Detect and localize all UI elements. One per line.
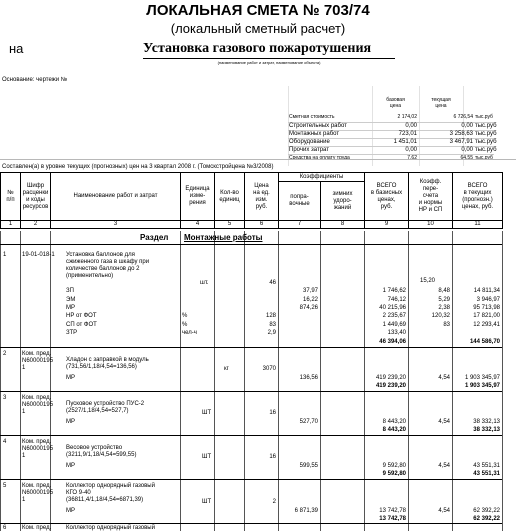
summary-base-mounting: 723,01 [398, 131, 417, 137]
item-code: Ком. пред. [22, 525, 52, 531]
divider [0, 159, 516, 160]
sub-qty: 128 [265, 313, 276, 319]
col-header-code: Шифр расценки и коды ресурсов [21, 173, 51, 221]
summary-label-construction: Строительных работ [289, 123, 347, 129]
item-total-current: 144 586,70 [469, 339, 500, 345]
summary-label-mounting: Монтажных работ [289, 131, 340, 137]
item-total-base: 8 443,20 [382, 427, 406, 433]
sub-k: 4,54 [438, 463, 450, 469]
sub-cur: 95 713,98 [473, 305, 500, 311]
sub-label: МР [66, 508, 75, 514]
item-qty: 16 [269, 454, 276, 460]
sub-base: 2 235,67 [382, 313, 406, 319]
sub-unit: % [182, 322, 188, 328]
summary-unit: тыс.руб [475, 147, 497, 153]
sub-label: МР [66, 375, 75, 381]
sub-base: 419 239,20 [375, 375, 406, 381]
item-num: 3 [3, 395, 7, 401]
sub-price: 16,22 [302, 297, 318, 303]
col-num: 4 [181, 221, 215, 229]
sub-unit: % [182, 313, 188, 319]
col-header-recalc: Коэфф. пере- счета и нормы НР и СП [409, 173, 453, 221]
basis-label: Основание: чертежи № [2, 77, 68, 83]
sub-qty: 2,9 [267, 330, 276, 336]
sub-label: ЗТР [66, 330, 78, 336]
summary-label-other: Прочих затрат [289, 147, 329, 153]
sub-k: 5,29 [438, 297, 450, 303]
summary-unit: тыс.руб [475, 123, 497, 129]
sub-base: 133,40 [387, 330, 406, 336]
item-name: Коллектор однорядный газовый КГО 9-40 (36811,4/1,18/4,54=6871,39) [66, 483, 155, 503]
summary-base-equipment: 1 451,01 [393, 139, 417, 145]
sub-label: ЭМ [66, 297, 76, 303]
col-header-qty: Кол-во единиц [215, 173, 245, 221]
summary-unit: тыс.руб [475, 131, 497, 137]
object-name: Установка газового пожаротушения [143, 41, 372, 56]
summary-base-construction: 0,00 [405, 123, 417, 129]
summary-base-other: 0,00 [405, 147, 417, 153]
summary-base-wages: 7,62 [407, 155, 417, 161]
sub-label: ЗП [66, 288, 74, 294]
item-name: Установка баллонов для сжиженного газа в шкафу при количестве баллонов до 2 (применительно) [66, 252, 150, 279]
section-name: Монтажные работы [184, 233, 263, 242]
sub-cur: 62 392,22 [473, 508, 500, 514]
summary-label-equipment: Оборудование [289, 139, 330, 145]
sub-unit: чел-ч [182, 330, 197, 336]
item-num: 5 [3, 483, 7, 489]
item-num: 2 [3, 351, 7, 357]
item-num: 6 [3, 525, 7, 531]
item-koef: 15,20 [419, 278, 435, 284]
item-num: 4 [3, 439, 7, 445]
na-label: на [9, 41, 24, 56]
col-num: 2 [21, 221, 51, 229]
summary-col-base: базовая цена [386, 97, 405, 109]
col-num: 5 [215, 221, 245, 229]
sub-qty: 83 [269, 322, 276, 328]
sub-label: НР от ФОТ [66, 313, 97, 319]
summary-cur-mounting: 3 258,63 [449, 131, 473, 137]
col-num: 1 [1, 221, 21, 229]
summary-col-current: текущая цена [431, 97, 451, 109]
col-header-price: Цена на ед. изм. руб. [245, 173, 279, 221]
col-header-coefficients: Коэффициенты [279, 173, 365, 182]
item-total-base: 46 394,06 [379, 339, 406, 345]
sub-cur: 38 332,13 [473, 419, 500, 425]
sub-base: 9 592,80 [382, 463, 406, 469]
item-name: Хладон с заправкой в модуль (731,56/1,18/4,54=136,56) [66, 357, 149, 370]
sub-price: 527,70 [299, 419, 318, 425]
sub-base: 746,12 [387, 297, 406, 303]
item-total-base: 9 592,80 [382, 471, 406, 477]
col-header-num: № п/п [1, 173, 21, 221]
item-unit: кг [224, 366, 229, 372]
summary-cur-other: 0,00 [461, 147, 473, 153]
summary-label-total: Сметная стоимость [289, 114, 335, 120]
item-qty: 3070 [262, 366, 276, 372]
sub-cur: 3 946,97 [476, 297, 500, 303]
sub-price: 599,55 [299, 463, 318, 469]
sub-cur: 43 551,31 [473, 463, 500, 469]
item-total-current: 38 332,13 [473, 427, 500, 433]
estimate-subtitle: (локальный сметный расчет) [170, 21, 346, 36]
sub-label: СП от ФОТ [66, 322, 97, 328]
sub-label: МР [66, 305, 75, 311]
item-unit: ШТ [202, 410, 212, 416]
sub-k: 4,54 [438, 375, 450, 381]
object-underline [143, 58, 395, 59]
sub-cur: 1 903 345,97 [464, 375, 500, 381]
sub-base: 1 449,69 [382, 322, 406, 328]
sub-k: 4,54 [438, 508, 450, 514]
price-level-text: Составлен(а) в уровне текущих (прогнозных) цен на 3 квартал 2008 г. (Томскстройцена №3/2008) [2, 164, 274, 170]
summary-unit: тыс.руб [475, 114, 493, 120]
col-num: 10 [409, 221, 453, 229]
item-code: Ком. пред. N60000195 1 [22, 395, 54, 415]
col-header-unit: Единица изме- рения [181, 173, 215, 221]
section-label: Раздел [140, 233, 169, 242]
summary-unit: тыс.руб [475, 155, 493, 161]
item-code: Ком. пред. N60000195 1 [22, 439, 54, 459]
col-header-total-current: ВСЕГО в текущих (прогнозн.) ценах, руб. [453, 173, 503, 221]
col-num: 6 [245, 221, 279, 229]
col-header-winter: зимних удоро- жаний [321, 182, 365, 221]
summary-cur-wages: 64,55 [460, 155, 473, 161]
item-num: 1 [3, 252, 7, 258]
sub-k: 8,48 [438, 288, 450, 294]
col-header-name: Наименование работ и затрат [51, 173, 181, 221]
sub-label: МР [66, 463, 75, 469]
item-qty: 16 [269, 410, 276, 416]
item-name: Коллектор однорядный газовый [66, 525, 155, 531]
summary-cur-total: 6 726,54 [453, 114, 473, 120]
item-name: Пусковое устройство ПУС-2 (2527/1,18/4,54=527,7) [66, 401, 145, 414]
item-qty: 2 [272, 499, 276, 505]
sub-cur: 17 821,00 [473, 313, 500, 319]
sub-base: 8 443,20 [382, 419, 406, 425]
item-unit: ШТ [202, 454, 212, 460]
sub-cur: 12 293,41 [473, 322, 500, 328]
sub-cur: 14 811,34 [473, 288, 500, 294]
sub-price: 136,56 [299, 375, 318, 381]
col-num: 8 [321, 221, 365, 229]
item-code: Ком. пред. N60000195 1 [22, 351, 54, 371]
object-note: (наименование работ и затрат, наименование объекта) [217, 60, 321, 65]
summary-label-wages: Средства на оплату труда [289, 155, 350, 161]
sub-price: 37,97 [302, 288, 318, 294]
sub-label: МР [66, 419, 75, 425]
summary-cur-construction: 0,00 [461, 123, 473, 129]
sub-base: 1 746,62 [382, 288, 406, 294]
item-code: 19-01-018-1 [22, 252, 55, 258]
summary-unit: тыс.руб [475, 139, 497, 145]
sub-k: 120,32 [431, 313, 450, 319]
sub-base: 13 742,78 [379, 508, 406, 514]
item-unit: ШТ [202, 499, 212, 505]
col-num: 3 [51, 221, 181, 229]
item-name: Весовое устройство (3211,9/1,18/4,54=599,55) [66, 445, 137, 458]
col-num: 11 [453, 221, 503, 229]
col-header-total-base: ВСЕГО в базисных ценах, руб. [365, 173, 409, 221]
summary-cur-equipment: 3 467,91 [449, 139, 473, 145]
item-total-current: 62 392,22 [473, 516, 500, 522]
sub-price: 6 871,39 [294, 508, 318, 514]
summary-base-total: 2 174,02 [397, 114, 417, 120]
item-total-base: 13 742,78 [379, 516, 406, 522]
col-num: 9 [365, 221, 409, 229]
col-num: 7 [279, 221, 321, 229]
item-qty: 46 [269, 280, 276, 286]
item-total-current: 1 903 345,97 [464, 383, 500, 389]
estimate-title: ЛОКАЛЬНАЯ СМЕТА № 703/74 [146, 2, 370, 19]
item-unit: шт. [200, 280, 209, 286]
sub-k: 4,54 [438, 419, 450, 425]
sub-k: 2,38 [438, 305, 450, 311]
item-code: Ком. пред. N60000195 1 [22, 483, 54, 503]
sub-k: 83 [443, 322, 450, 328]
estimate-table-header [0, 172, 503, 229]
item-total-base: 419 239,20 [375, 383, 406, 389]
sub-price: 874,26 [299, 305, 318, 311]
sub-base: 40 215,96 [379, 305, 406, 311]
col-header-correction: попра- вочные [279, 182, 321, 221]
item-total-current: 43 551,31 [473, 471, 500, 477]
